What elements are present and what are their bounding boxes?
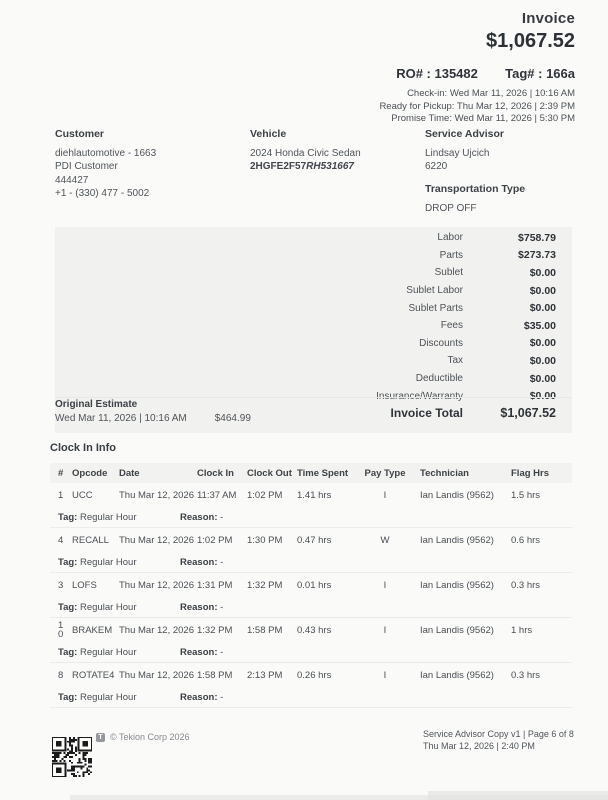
cell-clock-in: 11:37 AM (197, 490, 237, 501)
customer-section (55, 128, 250, 215)
info-columns (55, 128, 572, 215)
reason-cell: Reason: - (180, 691, 224, 703)
header-dates (379, 88, 575, 126)
reason-label: Reason: (180, 601, 218, 613)
col-header-technician: Technician (420, 467, 469, 479)
cell-flag-hrs: 1.5 hrs (511, 490, 541, 501)
cell-technician: Ian Landis (9562) (420, 625, 494, 636)
ro-number: 135482 (434, 66, 478, 81)
service-advisor-section (425, 128, 572, 215)
cell-technician: Ian Landis (9562) (420, 580, 494, 591)
customer-phone: +1 - (330) 477 - 5002 (55, 188, 150, 200)
transport-value: DROP OFF (425, 202, 477, 214)
ro-label: RO# : (396, 66, 431, 81)
col-header-pay-type: Pay Type (364, 467, 406, 479)
tekion-logo-icon: T (96, 733, 105, 742)
cell-technician: Ian Landis (9562) (420, 490, 494, 501)
cell-date: Thu Mar 12, 2026 (119, 490, 194, 501)
clock-tag-row (50, 597, 572, 618)
clock-tag-row (50, 642, 572, 663)
cell-flag-hrs: 0.6 hrs (511, 535, 541, 546)
original-estimate-heading: Original Estimate (55, 399, 138, 410)
ready-line: Ready for Pickup: Thu Mar 12, 2026 | 2:39 PM (379, 100, 575, 112)
reason-cell: Reason: - (180, 601, 224, 613)
copy-info: Service Advisor Copy v1 | Page 6 of 8 (423, 729, 574, 739)
original-estimate (55, 399, 251, 424)
original-estimate-amount: $464.99 (214, 413, 251, 424)
print-datetime: Thu Mar 12, 2026 | 2:40 PM (423, 741, 535, 752)
clock-row (50, 618, 572, 641)
tag-cell: Tag: Regular Hour (58, 556, 137, 568)
total-value: $273.73 (518, 249, 556, 262)
total-row (266, 299, 556, 317)
advisor-heading: Service Advisor (425, 128, 504, 140)
customer-type: PDI Customer (55, 161, 118, 173)
original-estimate-datetime: Wed Mar 11, 2026 | 10:16 AM (55, 413, 187, 424)
cell-opcode: LOFS (72, 580, 97, 591)
transport-heading: Transportation Type (425, 182, 526, 195)
cell-flag-hrs: 0.3 hrs (511, 670, 541, 681)
clock-in-table (50, 463, 572, 708)
cell-time-spent: 0.43 hrs (297, 625, 332, 636)
cell-num (58, 621, 72, 641)
col-header-date: Date (119, 467, 140, 479)
reason-cell: Reason: - (180, 511, 224, 523)
vin-prefix: 2HGFE2F57 (250, 161, 307, 173)
cell-clock-out: 1:32 PM (247, 580, 283, 591)
invoice-header (379, 10, 575, 126)
invoice-total-label: Invoice Total (390, 406, 463, 420)
invoice-total-row (266, 396, 556, 425)
total-label: Parts (439, 249, 463, 261)
cell-num (58, 670, 72, 681)
invoice-amount: $1,067.52 (486, 30, 575, 52)
total-label: Fees (440, 320, 463, 332)
clock-row (50, 663, 572, 686)
reason-cell: Reason: - (180, 556, 224, 568)
customer-name: diehlautomotive - 1663 (55, 148, 157, 159)
cell-clock-out: 1:58 PM (247, 625, 283, 636)
total-label: Deductible (415, 373, 463, 385)
col-header-opcode: Opcode (72, 467, 108, 479)
cell-flag-hrs: 1 hrs (511, 625, 533, 636)
total-row (266, 352, 556, 370)
cell-time-spent: 0.26 hrs (297, 670, 332, 681)
total-value: $0.00 (529, 337, 556, 350)
col-header-clock-in: Clock In (197, 467, 234, 479)
cell-date: Thu Mar 12, 2026 (119, 625, 194, 636)
total-label: Discounts (419, 337, 463, 349)
totals-list (266, 229, 556, 405)
cell-num (58, 580, 72, 591)
cell-time-spent: 0.47 hrs (297, 535, 332, 546)
reason-cell: Reason: - (180, 646, 224, 658)
cell-clock-out: 1:30 PM (247, 535, 283, 546)
col-header-clock-out: Clock Out (247, 467, 292, 479)
cell-pay-type: I (383, 580, 387, 591)
tag-label: Tag# : (505, 66, 543, 81)
total-label: Sublet Labor (406, 285, 463, 297)
reason-label: Reason: (180, 511, 218, 523)
vehicle-section (250, 128, 425, 215)
row-number: 4 (58, 535, 64, 546)
tag-cell: Tag: Regular Hour (58, 691, 137, 703)
scan-artifact (428, 791, 608, 800)
reason-label: Reason: (180, 691, 218, 703)
clock-tag-row (50, 552, 572, 573)
cell-technician: Ian Landis (9562) (420, 670, 494, 681)
total-label: Sublet (434, 267, 463, 279)
customer-number: 444427 (55, 174, 89, 186)
total-row (266, 264, 556, 282)
qr-code (52, 737, 92, 777)
reason-label: Reason: (180, 556, 218, 568)
cell-date: Thu Mar 12, 2026 (119, 580, 194, 591)
clock-row (50, 573, 572, 596)
col-header-time-spent: Time Spent (297, 467, 349, 479)
total-value: $758.79 (518, 231, 556, 244)
total-value: $0.00 (529, 284, 556, 297)
tag-cell: Tag: Regular Hour (58, 646, 137, 658)
cell-date: Thu Mar 12, 2026 (119, 670, 194, 681)
clock-row (50, 483, 572, 506)
tag-label: Tag: (58, 601, 78, 613)
total-label: Labor (437, 232, 463, 244)
clock-tag-row (50, 687, 572, 708)
total-row (266, 229, 556, 247)
clock-in-title: Clock In Info (50, 442, 116, 454)
total-row (266, 247, 556, 265)
row-number: 10 (58, 619, 64, 641)
clock-tag-row (50, 507, 572, 528)
cell-clock-out: 1:02 PM (247, 490, 283, 501)
tag-cell: Tag: Regular Hour (58, 511, 137, 523)
footer-copyright-line (96, 732, 190, 742)
promise-line: Promise Time: Wed Mar 11, 2026 | 5:30 PM (391, 113, 575, 125)
ro-tag-line (379, 66, 575, 81)
cell-date: Thu Mar 12, 2026 (119, 535, 194, 546)
tag-number: 166a (546, 66, 575, 81)
cell-pay-type: I (383, 625, 387, 636)
tag-label: Tag: (58, 646, 78, 658)
row-number: 1 (58, 490, 64, 501)
total-row (266, 317, 556, 335)
footer-right (423, 728, 574, 753)
total-value: $0.00 (529, 266, 556, 279)
invoice-total-value: $1,067.52 (500, 406, 556, 420)
total-value: $0.00 (529, 354, 556, 367)
cell-opcode: RECALL (72, 535, 109, 546)
advisor-id: 6220 (425, 161, 448, 173)
tag-label: Tag: (58, 511, 78, 523)
cell-clock-in: 1:58 PM (197, 670, 233, 681)
col-header-flag-hrs: Flag Hrs (511, 467, 550, 479)
cell-clock-in: 1:31 PM (197, 580, 233, 591)
cell-clock-in: 1:32 PM (197, 625, 233, 636)
total-row (266, 335, 556, 353)
tag-label: Tag: (58, 691, 78, 703)
cell-opcode: ROTATE4 (72, 670, 115, 681)
cell-num (58, 490, 72, 501)
vin-suffix: RH531667 (306, 161, 354, 173)
cell-pay-type: I (383, 490, 387, 501)
row-number: 3 (58, 580, 64, 591)
customer-heading: Customer (55, 128, 105, 140)
total-value: $0.00 (529, 302, 556, 315)
total-label: Tax (447, 355, 463, 367)
totals-band (55, 227, 572, 433)
cell-pay-type: W (380, 535, 390, 546)
cell-opcode: UCC (72, 490, 93, 501)
cell-pay-type: I (383, 670, 387, 681)
clock-in-section (50, 442, 572, 708)
total-label: Sublet Parts (408, 302, 463, 314)
cell-num (58, 535, 72, 546)
total-value: $0.00 (529, 372, 556, 385)
total-row (266, 370, 556, 388)
total-row (266, 282, 556, 300)
invoice-title: Invoice (521, 10, 575, 27)
clock-row (50, 528, 572, 551)
tag-label: Tag: (58, 556, 78, 568)
cell-opcode: BRAKEM (72, 625, 113, 636)
col-header-num: # (58, 467, 64, 479)
clock-table-body (50, 483, 572, 708)
tag-cell: Tag: Regular Hour (58, 601, 137, 613)
checkin-line: Check-in: Wed Mar 11, 2026 | 10:16 AM (407, 88, 575, 99)
reason-label: Reason: (180, 646, 218, 658)
row-number: 8 (58, 670, 64, 681)
total-value: $35.00 (523, 319, 556, 332)
cell-clock-in: 1:02 PM (197, 535, 233, 546)
vehicle-heading: Vehicle (250, 128, 287, 140)
cell-time-spent: 1.41 hrs (297, 490, 332, 501)
vehicle-model: 2024 Honda Civic Sedan (250, 148, 361, 159)
cell-time-spent: 0.01 hrs (297, 580, 332, 591)
cell-flag-hrs: 0.3 hrs (511, 580, 541, 591)
copyright-text: © Tekion Corp 2026 (110, 732, 190, 742)
cell-clock-out: 2:13 PM (247, 670, 283, 681)
clock-table-header (50, 463, 572, 483)
advisor-name: Lindsay Ujcich (425, 148, 490, 159)
cell-technician: Ian Landis (9562) (420, 535, 494, 546)
vehicle-vin (250, 160, 425, 173)
